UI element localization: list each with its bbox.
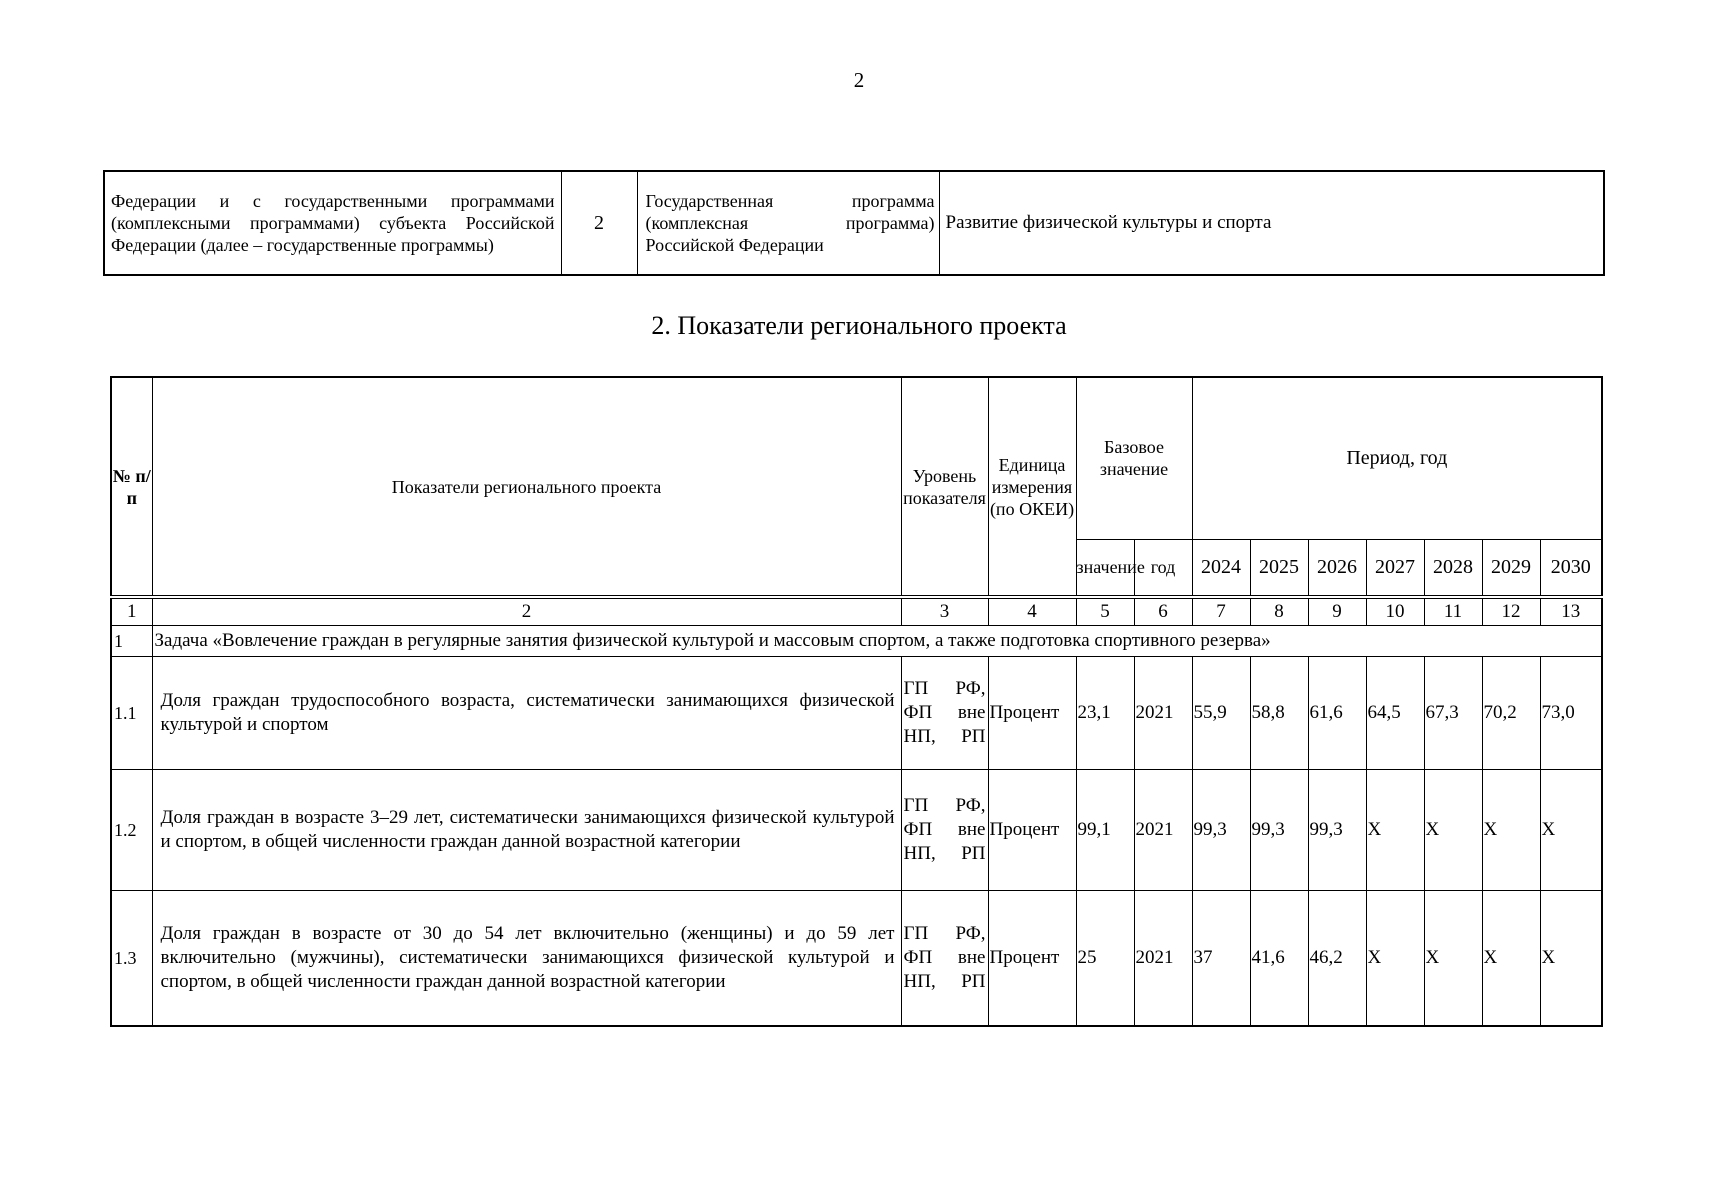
period-value: 61,6 (1308, 657, 1366, 770)
column-number: 1 (111, 597, 152, 626)
column-number-row (111, 597, 1602, 626)
header-base-year: год (1134, 539, 1192, 597)
period-value: 37 (1192, 891, 1250, 1027)
period-value: X (1366, 770, 1424, 891)
column-number: 13 (1540, 597, 1602, 626)
program-name: Развитие физической культуры и спорта (939, 171, 1604, 275)
indicator-level: ГП РФ, ФП вне НП, РП (901, 657, 988, 770)
period-value: 64,5 (1366, 657, 1424, 770)
header-base: Базовое значение (1076, 377, 1192, 539)
table-row (111, 657, 1602, 770)
table-row (111, 891, 1602, 1027)
header-indicator: Показатели регионального проекта (152, 377, 901, 597)
base-value: 23,1 (1076, 657, 1134, 770)
indicators-table (110, 376, 1603, 1027)
indicator-level: ГП РФ, ФП вне НП, РП (901, 770, 988, 891)
header-year: 2026 (1308, 539, 1366, 597)
row-number: 1.2 (111, 770, 152, 891)
header-base-value: значение (1076, 539, 1134, 597)
period-value: 55,9 (1192, 657, 1250, 770)
indicator-level: ГП РФ, ФП вне НП, РП (901, 891, 988, 1027)
period-value: X (1366, 891, 1424, 1027)
column-number: 9 (1308, 597, 1366, 626)
program-type-label: Федерации и с государственными программами (комплексными программами) субъекта Российской Федерации (далее – государственные программы) (104, 171, 561, 275)
period-value: X (1424, 891, 1482, 1027)
program-row-number: 2 (561, 171, 637, 275)
header-level: Уровень показателя (901, 377, 988, 597)
column-number: 5 (1076, 597, 1134, 626)
column-number: 12 (1482, 597, 1540, 626)
column-number: 3 (901, 597, 988, 626)
period-value: 46,2 (1308, 891, 1366, 1027)
base-year: 2021 (1134, 891, 1192, 1027)
task-text: Задача «Вовлечение граждан в регулярные занятия физической культурой и массовым спортом, а также подготовка спортивного резерва» (152, 626, 1602, 657)
program-table (103, 170, 1605, 276)
header-num: № п/п (111, 377, 152, 597)
row-number: 1.3 (111, 891, 152, 1027)
row-number: 1.1 (111, 657, 152, 770)
base-year: 2021 (1134, 657, 1192, 770)
header-year: 2029 (1482, 539, 1540, 597)
header-period: Период, год (1192, 377, 1602, 539)
period-value: 99,3 (1250, 770, 1308, 891)
header-year: 2025 (1250, 539, 1308, 597)
period-value: 99,3 (1308, 770, 1366, 891)
program-kind: Государственная программа (комплексная программа) Российской Федерации (637, 171, 939, 275)
base-value: 99,1 (1076, 770, 1134, 891)
header-row-1 (111, 377, 1602, 539)
period-value: X (1540, 770, 1602, 891)
column-number: 2 (152, 597, 901, 626)
base-value: 25 (1076, 891, 1134, 1027)
column-number: 10 (1366, 597, 1424, 626)
column-number: 7 (1192, 597, 1250, 626)
period-value: X (1482, 891, 1540, 1027)
header-unit: Единица измерения (по ОКЕИ) (988, 377, 1076, 597)
column-number: 6 (1134, 597, 1192, 626)
indicator-name: Доля граждан трудоспособного возраста, систематически занимающихся физической культурой и спортом (152, 657, 901, 770)
task-row (111, 626, 1602, 657)
page-number: 2 (853, 68, 865, 92)
period-value: X (1424, 770, 1482, 891)
base-year: 2021 (1134, 770, 1192, 891)
unit: Процент (988, 770, 1076, 891)
section-title: 2. Показатели регионального проекта (651, 311, 1067, 340)
header-year: 2024 (1192, 539, 1250, 597)
period-value: 73,0 (1540, 657, 1602, 770)
unit: Процент (988, 657, 1076, 770)
period-value: X (1540, 891, 1602, 1027)
header-year: 2027 (1366, 539, 1424, 597)
period-value: 58,8 (1250, 657, 1308, 770)
unit: Процент (988, 891, 1076, 1027)
task-number: 1 (111, 626, 152, 657)
header-year: 2028 (1424, 539, 1482, 597)
header-year: 2030 (1540, 539, 1602, 597)
period-value: 99,3 (1192, 770, 1250, 891)
indicator-name: Доля граждан в возрасте от 30 до 54 лет включительно (женщины) и до 59 лет включительно (мужчины), систематически занимающихся физической культурой и спортом, в общей численности граждан данной возрастной категории (152, 891, 901, 1027)
program-row (104, 171, 1604, 275)
period-value: 67,3 (1424, 657, 1482, 770)
column-number: 8 (1250, 597, 1308, 626)
column-number: 11 (1424, 597, 1482, 626)
table-row (111, 770, 1602, 891)
indicator-name: Доля граждан в возрасте 3–29 лет, систематически занимающихся физической культурой и спортом, в общей численности граждан данной возрастной категории (152, 770, 901, 891)
column-number: 4 (988, 597, 1076, 626)
period-value: 41,6 (1250, 891, 1308, 1027)
period-value: 70,2 (1482, 657, 1540, 770)
period-value: X (1482, 770, 1540, 891)
